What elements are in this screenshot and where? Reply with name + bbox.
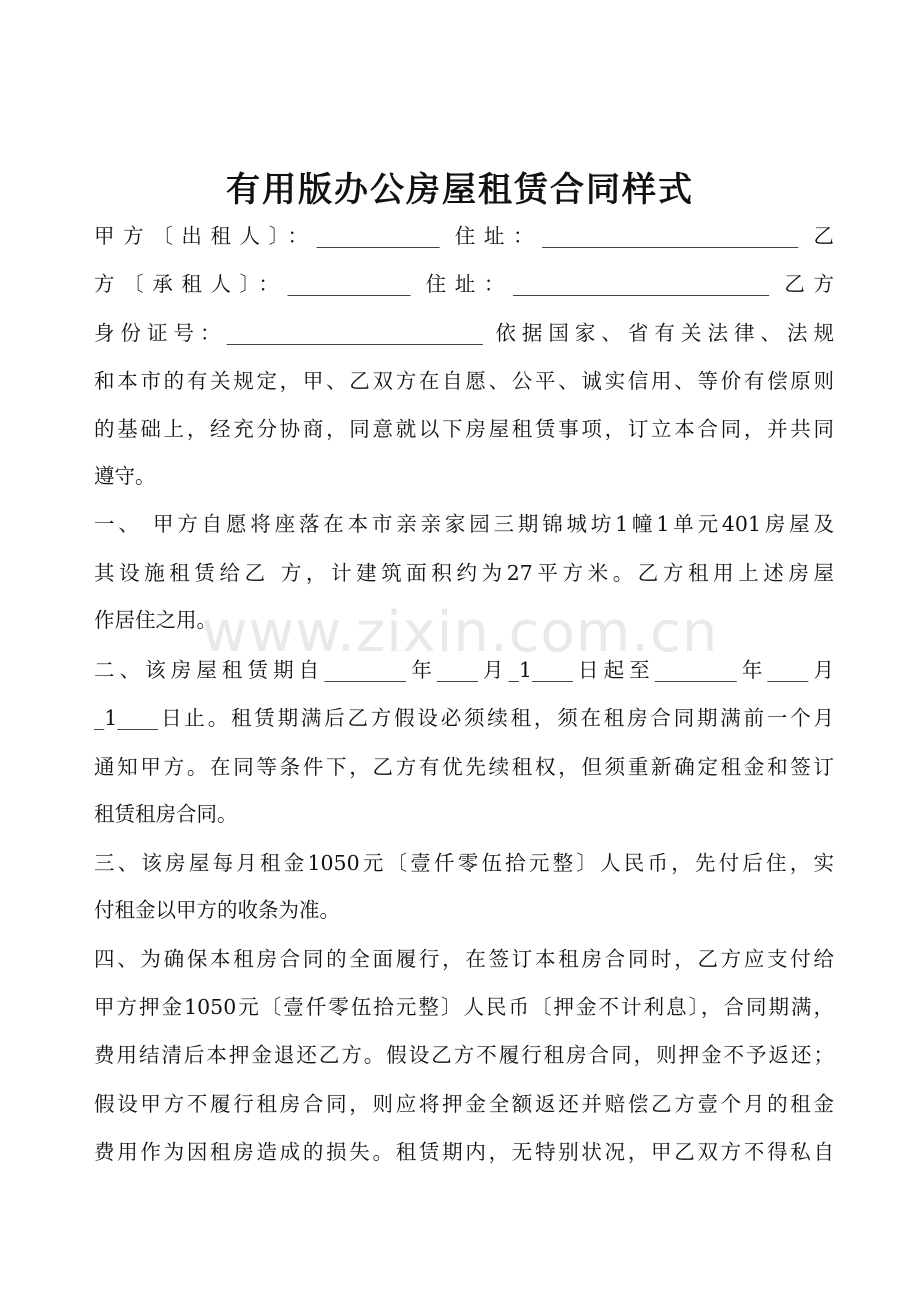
text-line: 的基础上，经充分协商，同意就以下房屋租赁事项，订立本合同，并共同 xyxy=(94,417,834,441)
text-line: 遵守。 xyxy=(94,464,156,488)
text-line: 四、为确保本租房合同的全面履行，在签订本租房合同时，乙方应支付给 xyxy=(94,947,834,971)
text-line: 其设施租赁给乙 方，计建筑面积约为27平方米。乙方租用上述房屋 xyxy=(94,561,834,585)
text-line: _1____日止。租赁期满后乙方假设必须续租，须在租房合同期满前一个月 xyxy=(94,706,834,730)
text-line: 三、该房屋每月租金1050元〔壹仟零伍拾元整〕人民币，先付后住，实 xyxy=(94,851,834,875)
text-line: 一、 甲方自愿将座落在本市亲亲家园三期锦城坊1幢1单元401房屋及 xyxy=(94,512,834,536)
text-line: 通知甲方。在同等条件下，乙方有优先续租权，但须重新确定租金和签订 xyxy=(94,755,834,779)
document-title: 有用版办公房屋租赁合同样式 xyxy=(226,170,694,210)
text-line: 租赁租房合同。 xyxy=(94,802,238,826)
text-line: 二、该房屋租赁期自________年____月_1____日起至________年____月 xyxy=(94,658,834,682)
text-line: 假设甲方不履行租房合同，则应将押金全额返还并赔偿乙方壹个月的租金 xyxy=(94,1092,834,1116)
text-line: 和本市的有关规定，甲、乙双方在自愿、公平、诚实信用、等价有偿原则 xyxy=(94,369,834,393)
text-line: 甲方押金1050元〔壹仟零伍拾元整〕人民币〔押金不计利息〕，合同期满， xyxy=(94,995,834,1019)
text-line: 甲方〔出租人〕：____________ 住址：_________________________ 乙 xyxy=(94,224,834,248)
text-line: 身份证号：_________________________ 依据国家、省有关法律、法规 xyxy=(94,321,834,345)
watermark: www.zixin.com.cn xyxy=(201,600,719,665)
text-line: 方〔承租人〕：____________ 住址：_________________________ 乙方 xyxy=(94,272,834,296)
text-line: 费用结清后本押金退还乙方。假设乙方不履行租房合同，则押金不予返还； xyxy=(94,1043,834,1067)
text-line: 付租金以甲方的收条为准。 xyxy=(94,898,340,922)
text-line: 费用作为因租房造成的损失。租赁期内，无特别状况，甲乙双方不得私自 xyxy=(94,1140,834,1164)
text-line: 作居住之用。 xyxy=(94,608,217,632)
